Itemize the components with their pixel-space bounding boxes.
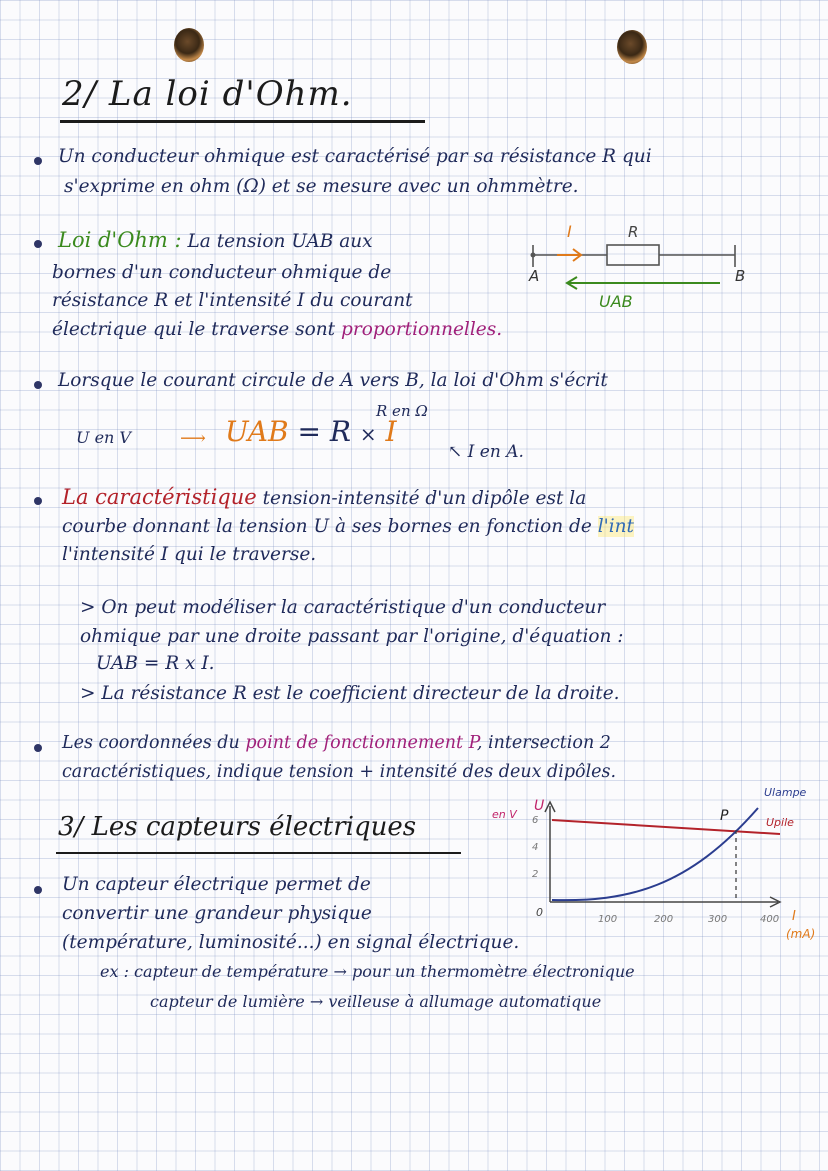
r-unit: R en Ω [376, 402, 428, 420]
p1-line2: s'exprime en ohm (Ω) et se mesure avec un ohmmètre. [64, 176, 579, 197]
bullet [34, 157, 42, 165]
current-label: I [567, 222, 572, 241]
p2-line2: bornes d'un conducteur ohmique de [52, 262, 392, 283]
pile-label: Upile [766, 816, 794, 829]
point-a-label: A [529, 267, 540, 285]
operating-point-label: point de fonctionnement P [245, 733, 477, 753]
xtick-300: 300 [708, 914, 728, 925]
bullet [34, 497, 42, 505]
p4-line1-text: tension-intensité d'un dipôle est la [262, 488, 587, 509]
formula-i: I [385, 415, 397, 448]
example-2 [150, 992, 601, 1011]
voltage-label: UAB [599, 292, 633, 311]
p2-line1-text: La tension UAB aux [187, 231, 373, 252]
x-axis-unit: (mA) [786, 927, 816, 941]
p4-line2-text: courbe donnant la tension U à ses bornes en fonction de [62, 516, 592, 537]
p4-crossed-word: l'int [597, 516, 634, 537]
p5-line1-end: , intersection 2 [476, 733, 611, 753]
p5-line1 [62, 733, 611, 753]
sub2: > La résistance R est le coefficient directeur de la droite. [80, 683, 620, 704]
punch-hole-left [174, 28, 204, 62]
characteristic-label: La caractéristique [62, 485, 257, 509]
p4-line2 [62, 516, 634, 537]
formula-r: R [329, 415, 351, 448]
p2-line4-text: électrique qui le traverse sont [52, 319, 336, 340]
u-unit: U en V [76, 428, 131, 447]
example-2-sensor: capteur de lumière [150, 992, 305, 1011]
i-unit-arrow: ↖ [448, 442, 463, 462]
bullet [34, 886, 42, 894]
bullet [34, 381, 42, 389]
example-1-use: → pour un thermomètre électronique [333, 962, 635, 981]
example-1-sensor: ex : capteur de température [100, 962, 329, 981]
proportional-word: proportionnelles. [341, 319, 503, 340]
xtick-100: 100 [598, 914, 618, 925]
p4-line1 [62, 485, 586, 509]
xtick-200: 200 [654, 914, 674, 925]
ohm-law-label: Loi d'Ohm : [58, 228, 182, 252]
u-unit-arrow: ⟶ [180, 428, 206, 449]
example-2-use: → veilleuse à allumage automatique [309, 992, 602, 1011]
section-title-sensors: 3/ Les capteurs électriques [58, 812, 417, 842]
lampe-label: Ulampe [764, 786, 807, 799]
p5-line2: caractéristiques, indique tension + intensité des deux dipôles. [62, 762, 617, 782]
operating-point-label: P [720, 808, 729, 824]
sub1-line3: UAB = R x I. [96, 653, 215, 674]
p4-line3: l'intensité I qui le traverse. [62, 544, 317, 565]
bullet [34, 744, 42, 752]
formula [225, 415, 397, 448]
resistor-label: R [628, 223, 639, 241]
p6-line1: Un capteur électrique permet de [62, 874, 371, 895]
i-unit [448, 442, 524, 462]
formula-equals: = [297, 415, 321, 448]
p6-line3: (température, luminosité...) en signal électrique. [62, 932, 520, 953]
operating-point-graph [488, 778, 816, 941]
title-underline [60, 120, 425, 123]
xtick-400: 400 [760, 914, 780, 925]
example-1 [100, 962, 635, 981]
punch-hole-right [617, 30, 647, 64]
graph-ylabel: en V [492, 808, 517, 821]
p6-line2: convertir une grandeur physique [62, 903, 372, 924]
ytick-2: 2 [532, 869, 539, 880]
voltage-arrow [567, 277, 720, 289]
formula-times: × [359, 422, 377, 446]
origin-label: 0 [536, 906, 543, 919]
circuit-diagram [515, 215, 755, 311]
resistor [607, 245, 659, 265]
x-axis-label: I [792, 909, 796, 924]
graph-ylabel-u: U [534, 798, 545, 814]
p2-line4 [52, 319, 502, 340]
title-underline [56, 852, 461, 854]
p2-line3: résistance R et l'intensité I du courant [52, 290, 413, 311]
p3-line1: Lorsque le courant circule de A vers B, la loi d'Ohm s'écrit [58, 370, 608, 391]
node-a [531, 253, 536, 258]
formula-uab: UAB [225, 415, 289, 448]
p5-line1-text: Les coordonnées du [62, 733, 240, 753]
p1-line1: Un conducteur ohmique est caractérisé par sa résistance R qui [58, 146, 652, 167]
p2-line1 [58, 228, 373, 252]
current-arrow [557, 249, 581, 261]
ytick-6: 6 [532, 815, 539, 826]
sub1-line2: ohmique par une droite passant par l'origine, d'équation : [80, 626, 624, 647]
section-title-ohm-law: 2/ La loi d'Ohm. [62, 74, 353, 114]
ytick-4: 4 [532, 842, 539, 853]
sub1-line1: > On peut modéliser la caractéristique d'un conducteur [80, 597, 606, 618]
bullet [34, 240, 42, 248]
point-b-label: B [735, 267, 746, 285]
i-unit-text: I en A. [467, 442, 524, 462]
